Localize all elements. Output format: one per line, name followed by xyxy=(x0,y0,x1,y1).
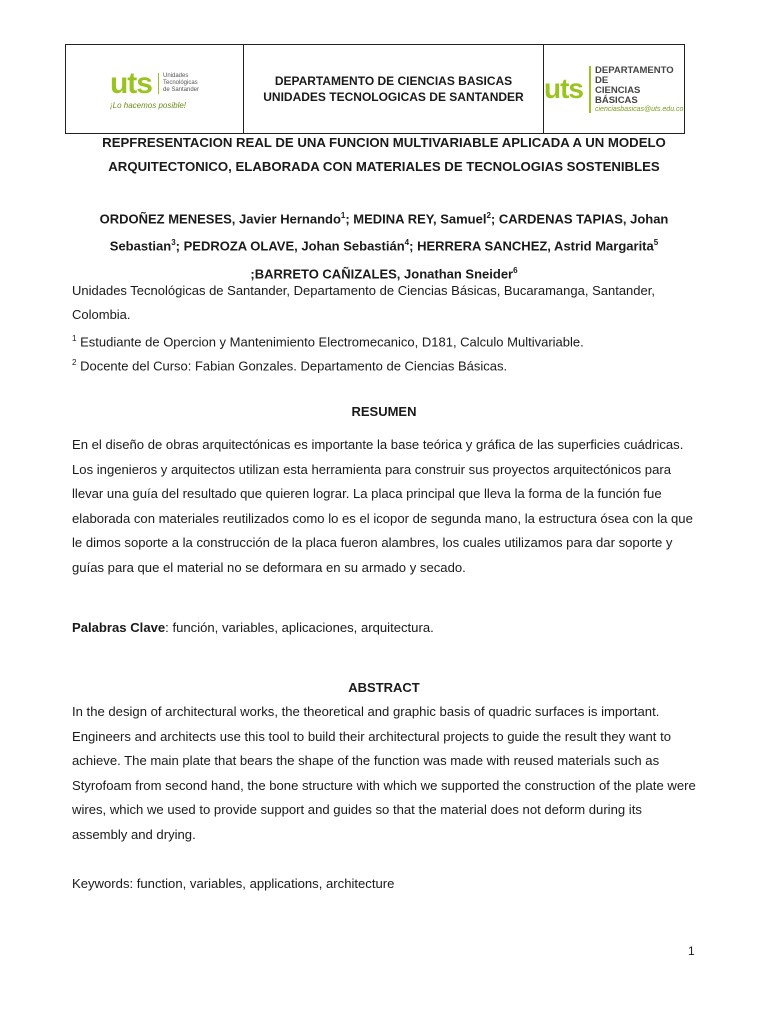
uts-logo xyxy=(109,66,200,110)
header-title-line1: DEPARTAMENTO DE CIENCIAS BASICAS xyxy=(274,74,513,88)
abstract-body: In the design of architectural works, the theoretical and graphic basis of quadric surfaces is important. Engineers and architects use this tool to build their architectural projects to guide the result they want to achieve. The main plate that bears the shape of the function was made with reused materials such as Styrofoam from second hand, the bone structure with which we supported the construction of the plate were wires, which we used to provide support and guides so that the material does not deform during its assembly and drying. xyxy=(72,704,696,842)
header-title-line2: UNIDADES TECNOLOGICAS DE SANTANDER xyxy=(263,90,524,104)
paper-title xyxy=(70,131,698,179)
keywords-text: : función, variables, aplicaciones, arquitectura. xyxy=(165,620,434,635)
department-logo xyxy=(544,66,684,113)
resumen-keywords xyxy=(72,616,698,641)
uts-logo-word: uts xyxy=(109,66,152,100)
author-sup: 6 xyxy=(513,265,518,275)
paper-title-line1: REPFRESENTACION REAL DE UNA FUNCION MULTIVARIABLE APLICADA A UN MODELO xyxy=(102,135,666,150)
author-name: HERRERA SANCHEZ, Astrid Margarita xyxy=(417,238,654,254)
author-sup: 4 xyxy=(404,238,410,248)
author-name: CARDENAS TAPIAS, Johan Sebastian xyxy=(109,211,669,254)
uts-logo-subtitle: Unidades Tecnológicas de Santander xyxy=(158,73,199,94)
footnote-1: $^1$ Estudiante de Opercion y Mantenimiento Electromecanico, D181, Calculo Multivariable. xyxy=(72,334,584,350)
resumen-heading: RESUMEN xyxy=(351,404,417,419)
resumen-body: En el diseño de obras arquitectónicas es importante la base teórica y gráfica de las superficies cuádricas. Los ingenieros y arquitectos utilizan esta herramienta para construir sus proyectos arquitectónicos para llevar una guía del resultado que quieren lograr. La placa principal que lleva la forma de la función fue elaborada con materiales reutilizados como lo es el icopor de segunda mano, la estructura ósea con la que le dimos soporte a la construcción de la placa fueron alambres, los cuales utilizamos para dar soporte y guías para que el material no se deformara en su armado y secado. xyxy=(72,437,693,575)
author-name: ORDOÑEZ MENESES, Javier Hernando xyxy=(99,211,341,227)
header-left-logo-cell xyxy=(66,45,244,133)
abstract-heading: ABSTRACT xyxy=(348,680,420,695)
header-right-logo-cell xyxy=(544,45,684,133)
author-list: ORDOÑEZ MENESES, Javier Hernando$^1$; MEDINA REY, Samuel$^2$; CARDENAS TAPIAS, Johan Sebastian$^3$; PEDROZA OLAVE, Johan Sebastián$^4$; HERRERA SANCHEZ, Astrid Margarita$^5$ ;BARRETO CAÑIZALES, Jonathan Sneider$^6$ xyxy=(99,211,669,281)
dept-logo-line2: CIENCIAS BÁSICAS xyxy=(595,84,641,106)
author-name: BARRETO CAÑIZALES, Jonathan Sneider xyxy=(254,265,514,281)
author-name: MEDINA REY, Samuel xyxy=(353,211,487,227)
dept-logo-email: cienciasbasicas@uts.edu.co xyxy=(595,105,684,113)
header-title-cell xyxy=(244,45,544,133)
author-sup: 1 xyxy=(340,211,346,220)
document-header xyxy=(65,44,685,134)
uts-slogan: ¡Lo hacemos posible! xyxy=(109,100,187,110)
keywords-label: Palabras Clave xyxy=(72,620,166,635)
abstract-keywords: Keywords: function, variables, applications, architecture xyxy=(72,876,395,891)
author-sup: 2 xyxy=(486,211,491,220)
author-name: PEDROZA OLAVE, Johan Sebastián xyxy=(183,238,405,254)
author-sup: 3 xyxy=(171,238,176,248)
paper-title-line2: ARQUITECTONICO, ELABORADA CON MATERIALES DE TECNOLOGIAS SOSTENIBLES xyxy=(108,159,660,174)
page-number: 1 xyxy=(688,944,695,958)
author-sup: 5 xyxy=(653,238,659,248)
dept-logo-line1: DEPARTAMENTO DE xyxy=(595,64,674,86)
dept-logo-word: uts xyxy=(544,73,583,104)
footnote-2: $^2$ Docente del Curso: Fabian Gonzales. Departamento de Ciencias Básicas. xyxy=(72,358,508,374)
affiliation: Unidades Tecnológicas de Santander, Departamento de Ciencias Básicas, Bucaramanga, Santander, Colombia. xyxy=(72,283,655,322)
